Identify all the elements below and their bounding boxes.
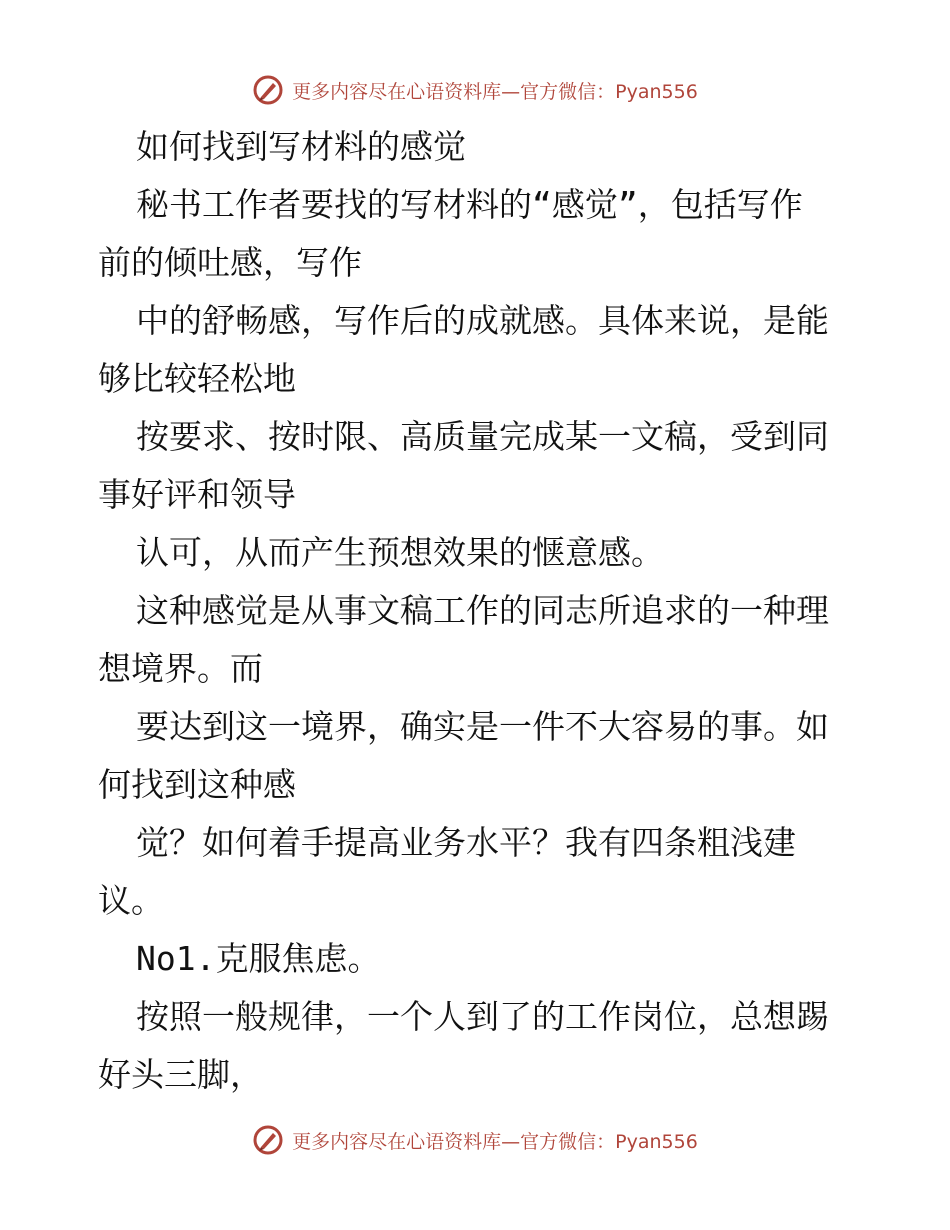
paragraph-line: 前的倾吐感，写作 [98, 243, 362, 282]
footer-watermark-banner [0, 1120, 950, 1160]
paragraph-line: 够比较轻松地 [98, 359, 296, 398]
paragraph-line: No1.克服焦虑。 [136, 939, 381, 978]
document-body [98, 118, 858, 1104]
paragraph-line: 按要求、按时限、高质量完成某一文稿，受到同 [136, 417, 829, 456]
paragraph-line: 中的舒畅感，写作后的成就感。具体来说，是能 [136, 301, 829, 340]
paragraph-line: 觉？如何着手提高业务水平？我有四条粗浅建 [136, 823, 796, 862]
paragraph-line: 这种感觉是从事文稿工作的同志所追求的一种理 [136, 591, 829, 630]
paragraph-line: 要达到这一境界，确实是一件不大容易的事。如 [136, 707, 829, 746]
paragraph-line: 秘书工作者要找的写材料的“感觉”，包括写作 [136, 185, 803, 224]
paragraph-line: 议。 [98, 881, 164, 920]
paragraph-line: 好头三脚， [98, 1055, 263, 1094]
watermark-text: 更多内容尽在心语资料库—官方微信：Pyan556 [292, 1130, 698, 1153]
paragraph-line: 想境界。而 [98, 649, 263, 688]
watermark-text: 更多内容尽在心语资料库—官方微信：Pyan556 [292, 80, 698, 103]
paragraph-line: 何找到这种感 [98, 765, 296, 804]
paragraph-line: 如何找到写材料的感觉 [136, 127, 466, 166]
header-watermark-banner [0, 70, 950, 110]
pen-logo-icon [252, 1124, 284, 1156]
pen-logo-icon [252, 74, 284, 106]
paragraph-line: 事好评和领导 [98, 475, 296, 514]
paragraph-line: 认可，从而产生预想效果的惬意感。 [136, 533, 664, 572]
paragraph-line: 按照一般规律，一个人到了的工作岗位，总想踢 [136, 997, 829, 1036]
